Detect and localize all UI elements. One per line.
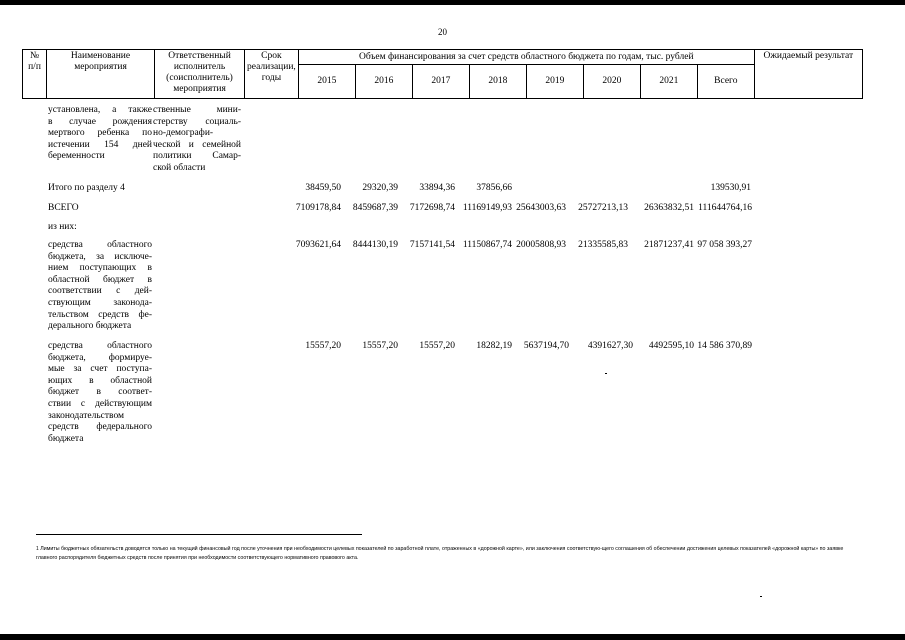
text-line: бюджета, формируе- [48, 352, 152, 363]
cell-2021: 21871237,41 [644, 240, 694, 250]
row-label-section-total: Итого по разделу 4 [48, 183, 125, 193]
cell-2018: 37856,66 [476, 183, 512, 193]
footnote [36, 545, 844, 563]
cell-2021: 4492595,10 [648, 341, 694, 351]
text-line: бюджета, за исключе- [48, 251, 152, 262]
cell-total: 139530,91 [710, 183, 751, 193]
text-line: законодательством [48, 410, 125, 421]
scan-speck [760, 596, 762, 597]
page-number: 20 [438, 27, 447, 37]
header-responsible: Ответственный исполнитель (соисполнитель) мероприятия [155, 50, 245, 99]
text-line: политики Самар- [153, 151, 241, 162]
text-line: беременности [48, 151, 105, 162]
text-line: тельством средств фе- [48, 309, 152, 320]
text-line: ствии с действующим [48, 398, 152, 409]
header-year: 2020 [583, 65, 640, 99]
header-year: 2021 [640, 65, 697, 99]
footnote-mark: 1 [36, 546, 39, 552]
header-year: 2015 [298, 65, 355, 99]
row-label-regional-funds [48, 240, 152, 333]
footnote-separator [36, 534, 362, 535]
top-scan-border [0, 0, 905, 5]
text-line: но-демографи- [153, 128, 214, 139]
text-line: ской области [153, 162, 206, 173]
header-year: 2019 [526, 65, 583, 99]
header-term: Срок реализации, годы [245, 50, 299, 99]
footnote-text: Лимиты бюджетных обязательств доводятся только на текущий финансовый год после уточнения при необходимости целевых показателей по заработной плате, отраженных в «дорожной карте», или заключения соответствую-щего соглашения об обеспечении достижения целевых показателей «дорожной карты» по заявке главного распорядителя бюджетных средств после принятия при необходимости соответствующего нормативного правового акта. [36, 546, 844, 561]
text-line: ствующим законода- [48, 297, 152, 308]
text-line: нием поступающих в [48, 263, 152, 274]
text-line: средств федерального [48, 422, 152, 433]
cell-2017: 7157141,54 [409, 240, 455, 250]
scan-speck [605, 373, 607, 374]
text-line: установлена, а также [48, 105, 152, 115]
header-total: Всего [697, 65, 754, 99]
cell-total: 111644764,16 [698, 203, 752, 213]
cell-2015: 7109178,84 [295, 203, 341, 213]
cell-2019: 25643003,63 [516, 203, 566, 213]
text-line: соответствии с дей- [48, 286, 152, 297]
table-header [22, 49, 863, 99]
cell-2018: 11150867,74 [462, 240, 512, 250]
header-year: 2016 [355, 65, 412, 99]
text-line: средства областного [48, 240, 152, 250]
text-line: истечении 154 дней [48, 139, 152, 150]
text-line: бюджет в соответ- [48, 387, 152, 398]
cell-2018: 11169149,93 [462, 203, 512, 213]
row-label-of-which: из них: [48, 222, 77, 232]
cell-2017: 7172698,74 [409, 203, 455, 213]
cell-2019: 20005808,93 [516, 240, 566, 250]
row-label-federal-funds [48, 341, 152, 445]
text-line: областной бюджет в [48, 274, 152, 285]
text-line: средства областного [48, 341, 152, 351]
cell-2017: 15557,20 [419, 341, 455, 351]
cell-2015: 7093621,64 [295, 240, 341, 250]
cell-2020: 21335585,83 [578, 240, 628, 250]
text-line: в случае рождения [48, 116, 152, 127]
text-line: бюджета [48, 433, 84, 444]
cell-2017: 33894,36 [419, 183, 455, 193]
cell-total: 97 058 393,27 [697, 240, 752, 250]
header-year: 2018 [469, 65, 526, 99]
cell-2019: 5637194,70 [523, 341, 569, 351]
header-financing-title: Объем финансирования за счет средств областного бюджета по годам, тыс. рублей [298, 50, 754, 65]
header-num: № п/п [23, 50, 47, 99]
cell-2021: 26363832,51 [644, 203, 694, 213]
cell-2016: 29320,39 [362, 183, 398, 193]
text-line: мертвого ребенка по [48, 128, 152, 139]
cell-2018: 18282,19 [476, 341, 512, 351]
bottom-scan-border [0, 634, 905, 640]
cell-2020: 4391627,30 [587, 341, 633, 351]
row-label-grand-total: ВСЕГО [48, 203, 79, 213]
cell-2015: 38459,50 [305, 183, 341, 193]
continued-responsible-cell [153, 105, 241, 175]
cell-2016: 15557,20 [362, 341, 398, 351]
continued-name-cell [48, 105, 152, 163]
text-line: стерству социаль- [153, 116, 241, 127]
cell-2015: 15557,20 [305, 341, 341, 351]
header-name: Наименование мероприятия [47, 50, 155, 99]
cell-2016: 8444130,19 [352, 240, 398, 250]
text-line: ческой и семейной [153, 139, 241, 150]
cell-total: 14 586 370,89 [697, 341, 752, 351]
cell-2016: 8459687,39 [352, 203, 398, 213]
text-line: мые за счет поступа- [48, 364, 152, 375]
text-line: ющих в областной [48, 375, 152, 386]
cell-2020: 25727213,13 [578, 203, 628, 213]
header-year: 2017 [412, 65, 469, 99]
text-line: ственные мини- [153, 105, 241, 115]
text-line: дерального бюджета [48, 321, 132, 332]
header-result: Ожидаемый результат [754, 50, 862, 99]
